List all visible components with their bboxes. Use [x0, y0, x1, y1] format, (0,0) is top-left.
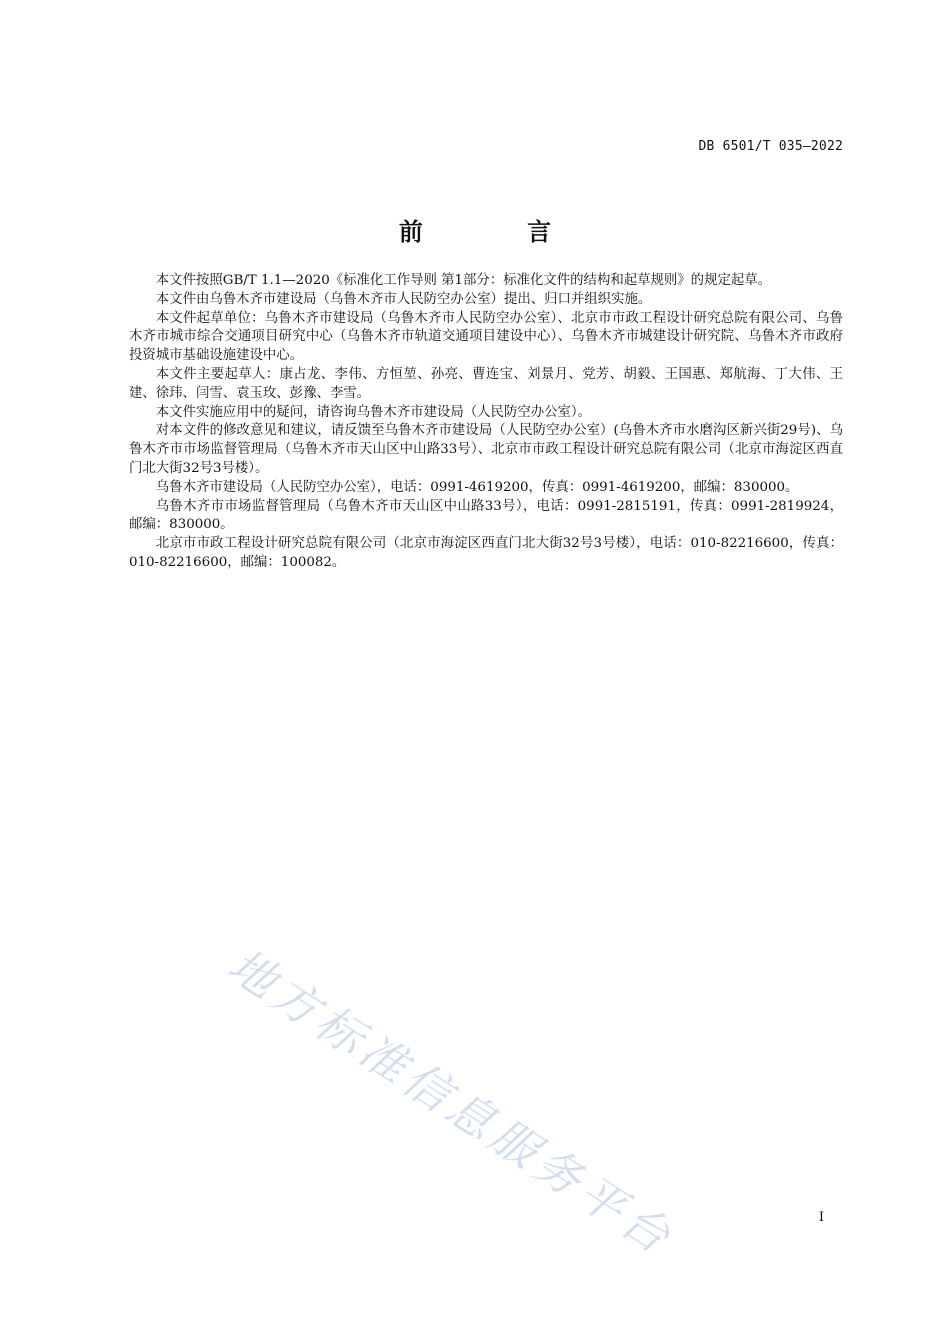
- paragraph-contact-design-institute: 北京市市政工程设计研究总院有限公司（北京市海淀区西直门北大街32号3号楼），电话：010-82216600，传真：010-82216600，邮编：100082。: [129, 536, 843, 570]
- document-code: DB 6501/T 035—2022: [698, 139, 843, 154]
- page-title: 前 言: [398, 218, 600, 246]
- page-number: I: [818, 1210, 824, 1225]
- paragraph-inquiries: 本文件实施应用中的疑问，请咨询乌鲁木齐市建设局（人民防空办公室）。: [155, 404, 591, 420]
- foreword-body: [129, 272, 843, 573]
- paragraph-contact-market-supervision: 乌鲁木齐市市场监督管理局（乌鲁木齐市天山区中山路33号），电话：0991-2815191，传真：0991-2819924，邮编：830000。: [129, 498, 843, 533]
- paragraph-proposer: 本文件由乌鲁木齐市建设局（乌鲁木齐市人民防空办公室）提出、归口并组织实施。: [155, 291, 652, 307]
- paragraph-contact-construction-bureau: 乌鲁木齐市建设局（人民防空办公室），电话：0991-4619200，传真：0991-4619200，邮编：830000。: [155, 479, 799, 495]
- watermark: 地方标准信息服务平台: [218, 937, 685, 1267]
- paragraph-drafters: 本文件主要起草人：康占龙、李伟、方恒堃、孙亮、曹连宝、刘景月、党芳、胡毅、王国惠、郑航海、丁大伟、王建、徐玮、闫雪、袁玉玫、彭豫、李雪。: [129, 366, 843, 401]
- paragraph-drafting-basis: 本文件按照GB/T 1.1—2020《标准化工作导则 第1部分：标准化文件的结构和起草规则》的规定起草。: [155, 273, 772, 288]
- paragraph-drafting-units: 本文件起草单位：乌鲁木齐市建设局（乌鲁木齐市人民防空办公室）、北京市市政工程设计研究总院有限公司、乌鲁木齐市城市综合交通项目研究中心（乌鲁木齐市轨道交通项目建设中心）、乌鲁木齐市城建设计研究院、乌鲁木齐市政府投资城市基础设施建设中心。: [129, 310, 843, 364]
- paragraph-feedback: 对本文件的修改意见和建议，请反馈至乌鲁木齐市建设局（人民防空办公室）(乌鲁木齐市水磨沟区新兴街29号)、乌鲁木齐市市场监督管理局（乌鲁木齐市天山区中山路33号）、北京市市政工程设计研究总院有限公司（北京市海淀区西直门北大街32号3号楼）。: [129, 423, 843, 476]
